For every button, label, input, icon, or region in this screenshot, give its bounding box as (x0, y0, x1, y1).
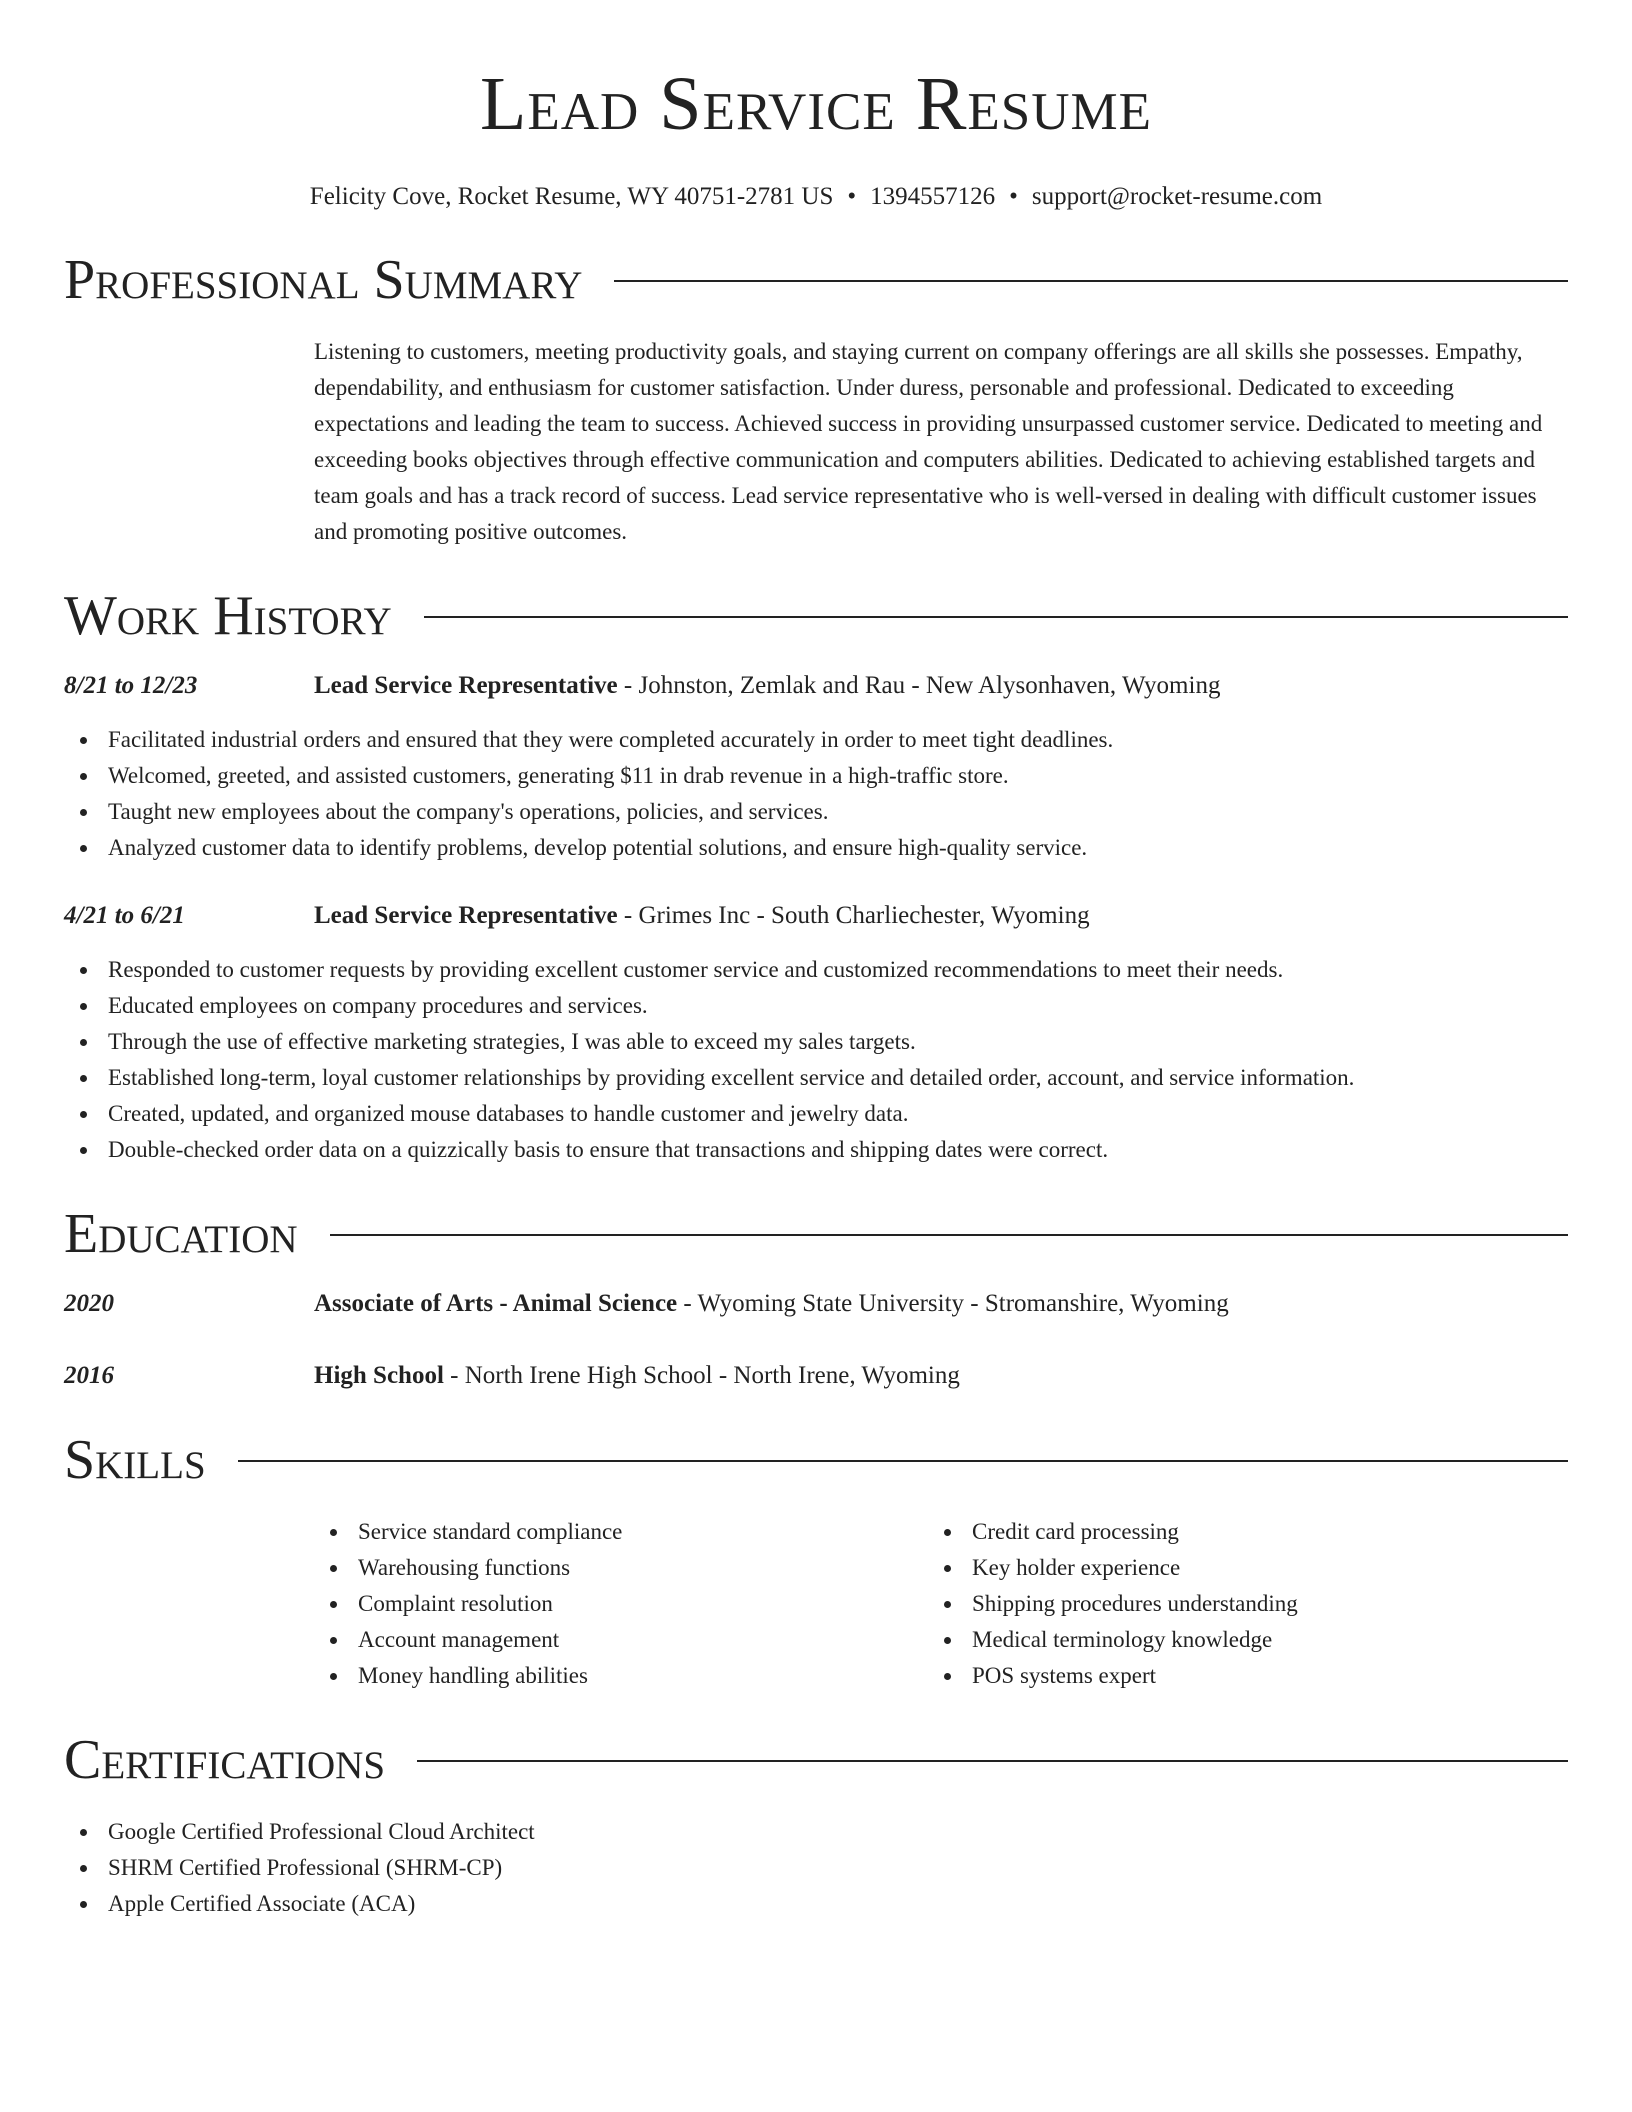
education-line (314, 1286, 1229, 1322)
job-bullet: Educated employees on company procedures and services. (64, 988, 1568, 1024)
job-dates: 8/21 to 12/23 (64, 672, 198, 699)
education-line (314, 1358, 960, 1394)
contact-line (64, 180, 1568, 214)
certification-item: Google Certified Professional Cloud Architect (64, 1814, 1568, 1850)
job-bullet: Created, updated, and organized mouse databases to handle customer and jewelry data. (64, 1096, 1568, 1132)
skills-heading: Skills (64, 1429, 206, 1491)
skill-item: Medical terminology knowledge (928, 1622, 1542, 1658)
certifications-heading: Certifications (64, 1729, 386, 1791)
education-degree: Associate of Arts - Animal Science (314, 1290, 678, 1317)
job-title-line (314, 898, 1090, 934)
job-title: Lead Service Representative (314, 672, 618, 699)
certification-item: SHRM Certified Professional (SHRM-CP) (64, 1850, 1568, 1886)
job-details: - Grimes Inc - South Charliechester, Wyoming (617, 902, 1090, 929)
skill-item: Account management (314, 1622, 928, 1658)
skill-item: Service standard compliance (314, 1514, 928, 1550)
skill-item: POS systems expert (928, 1658, 1542, 1694)
job-entry (64, 668, 1568, 866)
work-section-header (64, 584, 1568, 648)
section-divider (614, 280, 1568, 282)
section-divider (238, 1460, 1568, 1462)
education-entry (64, 1286, 1568, 1322)
education-section-header (64, 1202, 1568, 1266)
education-details: - Wyoming State University - Stromanshire, Wyoming (677, 1290, 1229, 1317)
job-entry (64, 898, 1568, 1168)
education-degree: High School (314, 1362, 444, 1389)
job-bullets (64, 722, 1568, 866)
certifications-list (64, 1814, 1568, 1922)
job-bullet: Double-checked order data on a quizzically basis to ensure that transactions and shipping dates were correct. (64, 1132, 1568, 1168)
contact-phone: 1394557126 (870, 183, 996, 210)
job-bullet: Taught new employees about the company's operations, policies, and services. (64, 794, 1568, 830)
job-bullet: Facilitated industrial orders and ensured that they were completed accurately in order to meet tight deadlines. (64, 722, 1568, 758)
skill-item: Warehousing functions (314, 1550, 928, 1586)
job-header (64, 898, 1568, 934)
job-title-line (314, 668, 1220, 704)
contact-separator: • (847, 183, 857, 210)
skills-section-header (64, 1428, 1568, 1492)
summary-heading: Professional Summary (64, 249, 583, 311)
education-entry (64, 1358, 1568, 1394)
education-year: 2020 (64, 1290, 114, 1317)
certification-item: Apple Certified Associate (ACA) (64, 1886, 1568, 1922)
summary-section-header (64, 248, 1568, 312)
job-bullet: Welcomed, greeted, and assisted customers, generating $11 in drab revenue in a high-traffic store. (64, 758, 1568, 794)
job-bullets (64, 952, 1568, 1168)
job-title: Lead Service Representative (314, 902, 618, 929)
education-year: 2016 (64, 1362, 114, 1389)
skills-grid (314, 1514, 1568, 1694)
section-divider (417, 1760, 1568, 1762)
skill-item: Complaint resolution (314, 1586, 928, 1622)
resume-title: Lead Service Resume (479, 62, 1153, 146)
summary-text: Listening to customers, meeting productivity goals, and staying current on company offerings are all skills she possesses. Empathy, dependability, and enthusiasm for customer satisfaction. Under duress, personable and professional. Dedicated to exceeding expectations and leading the team to success. Achieved success in providing unsurpassed customer service. Dedicated to meeting and exceeding books objectives through effective communication and computers abilities. Dedicated to achieving established targets and team goals and has a track record of success. Lead service representative who is well-versed in dealing with difficult customer issues and promoting positive outcomes. (314, 339, 1543, 544)
education-heading: Education (64, 1203, 298, 1265)
certifications-section-header (64, 1728, 1568, 1792)
contact-separator: • (1009, 183, 1018, 210)
skill-item: Credit card processing (928, 1514, 1542, 1550)
contact-address: Felicity Cove, Rocket Resume, WY 40751-2781 US (309, 183, 834, 210)
skill-item: Key holder experience (928, 1550, 1542, 1586)
job-header (64, 668, 1568, 704)
job-details: - Johnston, Zemlak and Rau - New Alysonhaven, Wyoming (617, 672, 1221, 699)
skills-list-left (314, 1514, 928, 1694)
job-bullet: Through the use of effective marketing strategies, I was able to exceed my sales targets. (64, 1024, 1568, 1060)
job-dates: 4/21 to 6/21 (64, 902, 185, 929)
education-details: - North Irene High School - North Irene, Wyoming (443, 1362, 960, 1389)
job-bullet: Responded to customer requests by providing excellent customer service and customized recommendations to meet their needs. (64, 952, 1568, 988)
section-divider (330, 1234, 1568, 1236)
job-bullet: Analyzed customer data to identify problems, develop potential solutions, and ensure high-quality service. (64, 830, 1568, 866)
contact-email[interactable]: support@rocket-resume.com (1031, 183, 1323, 210)
skills-list-right (928, 1514, 1542, 1694)
job-bullet: Established long-term, loyal customer relationships by providing excellent service and detailed order, account, and service information. (64, 1060, 1568, 1096)
skill-item: Money handling abilities (314, 1658, 928, 1694)
skill-item: Shipping procedures understanding (928, 1586, 1542, 1622)
work-heading: Work History (64, 585, 392, 647)
section-divider (424, 616, 1568, 618)
